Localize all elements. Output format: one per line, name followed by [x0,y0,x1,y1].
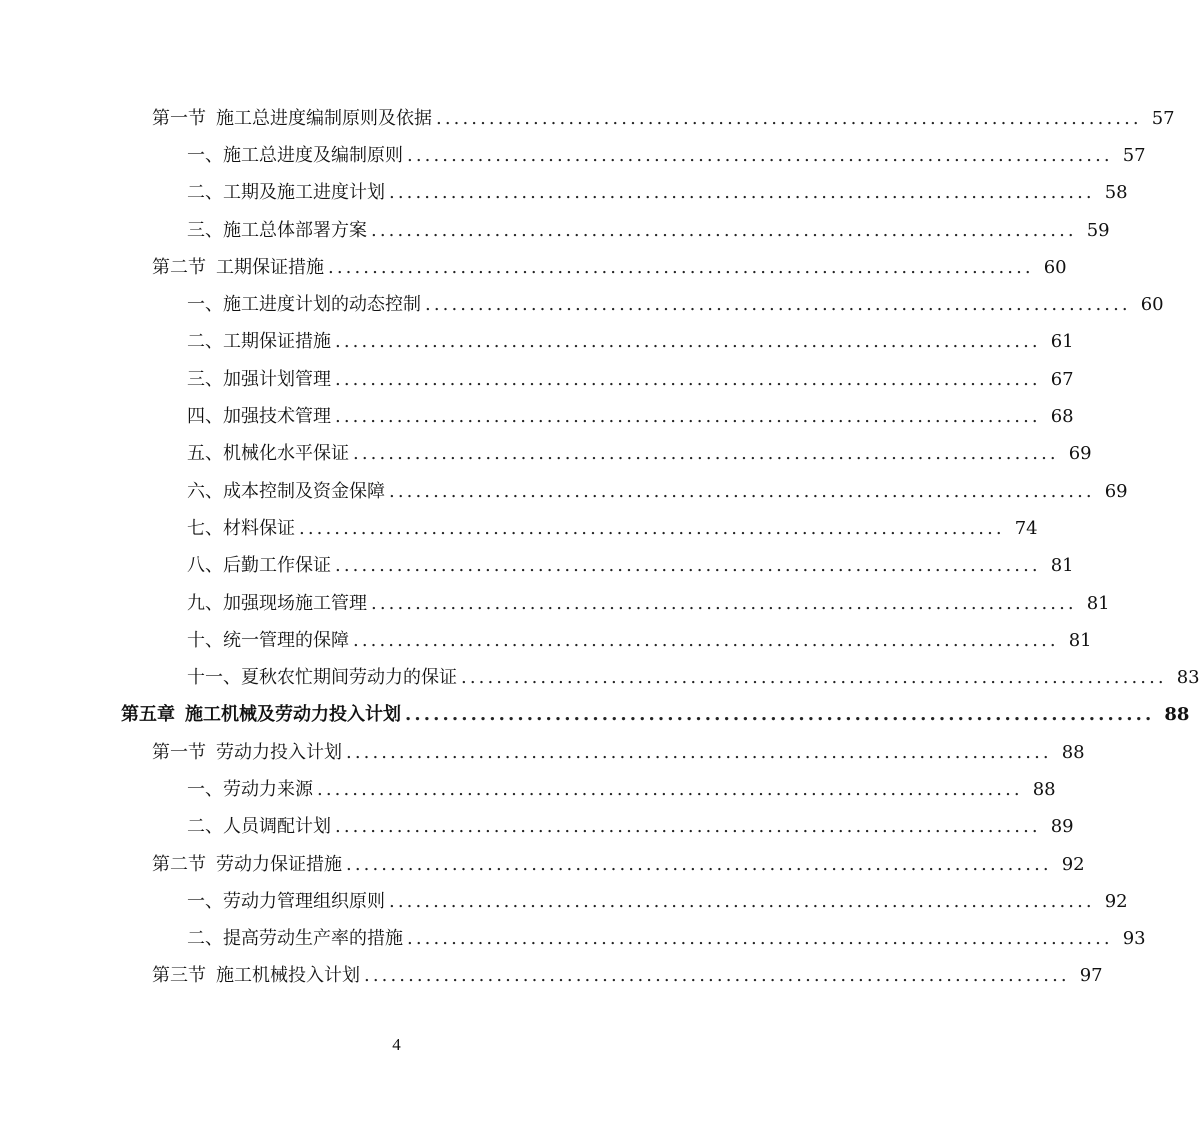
toc-leader-dots: ................................................................................ [405,704,1155,726]
toc-leader-dots: ................................................................................ [425,294,1131,316]
toc-entry-title: 一、施工进度计划的动态控制 [187,294,421,316]
toc-entry-page: 67 [1050,368,1074,390]
toc-entry-title: 七、材料保证 [187,517,295,539]
toc-entry-number: 第五章 [121,704,175,726]
toc-entry-item[interactable] [0,510,1038,547]
toc-entry-item[interactable] [0,473,1128,510]
toc-entry-chapter[interactable] [0,697,1190,734]
toc-entry-title: 三、加强计划管理 [187,368,331,390]
toc-entry-page: 59 [1086,219,1110,241]
toc-entry-page: 68 [1050,406,1074,428]
toc-leader-dots: ................................................................................ [335,816,1041,838]
toc-entry-page: 60 [1140,294,1164,316]
toc-entry-title: 劳动力保证措施 [216,853,342,875]
toc-entry-page: 57 [1122,144,1146,166]
toc-entry-page: 74 [1014,517,1038,539]
toc-entry-number: 第一节 [152,741,206,763]
toc-entry-title: 六、成本控制及资金保障 [187,480,385,502]
toc-entry-page: 83 [1176,667,1200,689]
toc-entry-title: 劳动力投入计划 [216,741,342,763]
toc-entry-page: 92 [1061,853,1085,875]
toc-entry-item[interactable] [0,771,1056,808]
toc-entry-number: 第二节 [152,256,206,278]
toc-leader-dots: ................................................................................ [389,182,1095,204]
toc-leader-dots: ................................................................................ [407,144,1113,166]
toc-leader-dots: ................................................................................ [364,965,1070,987]
toc-leader-dots: ................................................................................ [389,890,1095,912]
toc-leader-dots: ................................................................................ [407,928,1113,950]
toc-leader-dots: ................................................................................ [371,219,1077,241]
toc-entry-page: 61 [1050,331,1074,353]
toc-entry-section[interactable] [0,249,1067,286]
toc-entry-title: 五、机械化水平保证 [187,443,349,465]
toc-entry-section[interactable] [0,734,1085,771]
toc-entry-page: 69 [1068,443,1092,465]
toc-entry-page: 88 [1164,704,1190,726]
toc-leader-dots: ................................................................................ [436,107,1142,129]
toc-entry-title: 一、劳动力来源 [187,778,313,800]
toc-entry-page: 88 [1032,778,1056,800]
toc-entry-item[interactable] [0,585,1110,622]
toc-entry-title: 施工机械投入计划 [216,965,360,987]
toc-entry-page: 57 [1151,107,1175,129]
toc-entry-title: 九、加强现场施工管理 [187,592,367,614]
toc-entry-item[interactable] [0,398,1074,435]
toc-entry-item[interactable] [0,286,1164,323]
toc-entry-title: 四、加强技术管理 [187,406,331,428]
toc-entry-page: 89 [1050,816,1074,838]
toc-entry-title: 八、后勤工作保证 [187,555,331,577]
toc-entry-page: 92 [1104,890,1128,912]
toc-entry-title: 施工机械及劳动力投入计划 [185,704,401,726]
toc-leader-dots: ................................................................................ [299,517,1005,539]
toc-leader-dots: ................................................................................ [461,667,1167,689]
toc-entry-title: 二、工期及施工进度计划 [187,182,385,204]
toc-entry-title: 十、统一管理的保障 [187,629,349,651]
toc-entry-page: 93 [1122,928,1146,950]
toc-entry-item[interactable] [0,809,1074,846]
toc-entry-page: 58 [1104,182,1128,204]
toc-leader-dots: ................................................................................ [346,741,1052,763]
toc-entry-page: 69 [1104,480,1128,502]
toc-entry-item[interactable] [0,324,1074,361]
toc-entry-item[interactable] [0,361,1074,398]
toc-entry-section[interactable] [0,100,1175,137]
toc-entry-title: 二、提高劳动生产率的措施 [187,928,403,950]
toc-entry-item[interactable] [0,659,1200,696]
toc-leader-dots: ................................................................................ [346,853,1052,875]
toc-leader-dots: ................................................................................ [371,592,1077,614]
toc-leader-dots: ................................................................................ [335,331,1041,353]
toc-entry-item[interactable] [0,175,1128,212]
toc-entry-page: 88 [1061,741,1085,763]
toc-entry-item[interactable] [0,436,1092,473]
toc-entry-number: 第三节 [152,965,206,987]
toc-entry-title: 一、劳动力管理组织原则 [187,890,385,912]
toc-entry-item[interactable] [0,548,1074,585]
toc-entry-page: 60 [1043,256,1067,278]
table-of-contents [0,100,1200,995]
toc-entry-page: 81 [1086,592,1110,614]
toc-entry-title: 一、施工总进度及编制原则 [187,144,403,166]
toc-entry-item[interactable] [0,137,1146,174]
toc-leader-dots: ................................................................................ [353,629,1059,651]
toc-entry-number: 第一节 [152,107,206,129]
toc-entry-page: 97 [1079,965,1103,987]
toc-entry-title: 施工总进度编制原则及依据 [216,107,432,129]
toc-entry-title: 工期保证措施 [216,256,324,278]
toc-leader-dots: ................................................................................ [317,778,1023,800]
toc-leader-dots: ................................................................................ [353,443,1059,465]
toc-entry-title: 三、施工总体部署方案 [187,219,367,241]
toc-entry-title: 二、工期保证措施 [187,331,331,353]
page-number: 4 [392,1035,401,1054]
toc-entry-page: 81 [1050,555,1074,577]
toc-leader-dots: ................................................................................ [389,480,1095,502]
toc-entry-number: 第二节 [152,853,206,875]
toc-entry-title: 二、人员调配计划 [187,816,331,838]
toc-leader-dots: ................................................................................ [328,256,1034,278]
toc-entry-title: 十一、夏秋农忙期间劳动力的保证 [187,667,457,689]
toc-entry-section[interactable] [0,846,1085,883]
toc-entry-section[interactable] [0,958,1103,995]
toc-entry-item[interactable] [0,921,1146,958]
toc-entry-item[interactable] [0,883,1128,920]
toc-entry-item[interactable] [0,622,1092,659]
toc-entry-item[interactable] [0,212,1110,249]
toc-leader-dots: ................................................................................ [335,406,1041,428]
toc-entry-page: 81 [1068,629,1092,651]
toc-leader-dots: ................................................................................ [335,368,1041,390]
toc-leader-dots: ................................................................................ [335,555,1041,577]
